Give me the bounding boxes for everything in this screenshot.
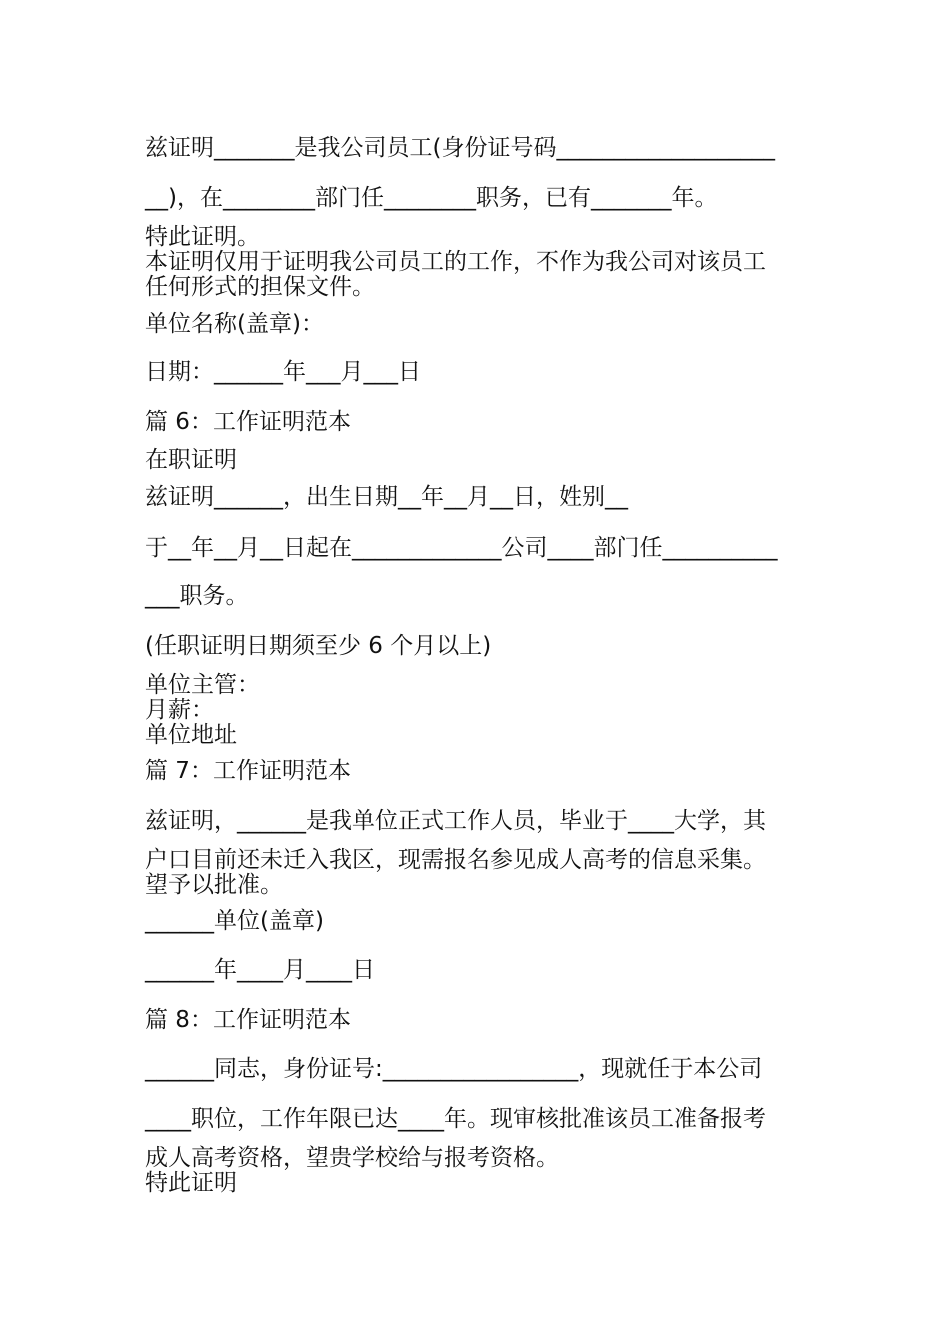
section-heading: 篇 6：工作证明范本: [145, 409, 351, 435]
text-line: 单位名称(盖章)：: [145, 311, 324, 337]
section-heading: 篇 8：工作证明范本: [145, 1007, 351, 1033]
text-line: (任职证明日期须至少 6 个月以上): [145, 633, 492, 659]
text-line: ___职务。: [145, 583, 249, 609]
text-line: 本证明仅用于证明我公司员工的工作，不作为我公司对该员工: [145, 249, 766, 275]
text-line: 特此证明: [145, 1170, 237, 1196]
text-line: 在职证明: [145, 447, 237, 473]
text-line: ______同志，身份证号:_________________，现就任于本公司: [145, 1056, 763, 1082]
text-line: 单位地址: [145, 722, 237, 748]
text-line: 成人高考资格，望贵学校给与报考资格。: [145, 1145, 559, 1171]
text-line: ______年____月____日: [145, 957, 375, 983]
text-line: ______单位(盖章): [145, 908, 324, 934]
text-line: 兹证明______，出生日期__年__月__日，姓别__: [145, 484, 628, 510]
text-line: 日期：______年___月___日: [145, 359, 421, 385]
text-line: 户口目前还未迁入我区，现需报名参见成人高考的信息采集。: [145, 847, 766, 873]
text-line: __)，在________部门任________职务，已有_______年。: [145, 185, 718, 211]
section-heading: 篇 7：工作证明范本: [145, 758, 351, 784]
text-line: 单位主管：: [145, 672, 260, 698]
text-line: 兹证明，______是我单位正式工作人员，毕业于____大学，其: [145, 808, 766, 834]
text-line: 兹证明_______是我公司员工(身份证号码___________________: [145, 135, 775, 161]
text-line: ____职位，工作年限已达____年。现审核批准该员工准备报考: [145, 1106, 766, 1132]
text-line: 望予以批准。: [145, 872, 283, 898]
text-line: 任何形式的担保文件。: [145, 274, 375, 300]
text-line: 特此证明。: [145, 224, 260, 250]
text-line: 月薪：: [145, 697, 214, 723]
text-line: 于__年__月__日起在_____________公司____部门任__________: [145, 535, 778, 561]
